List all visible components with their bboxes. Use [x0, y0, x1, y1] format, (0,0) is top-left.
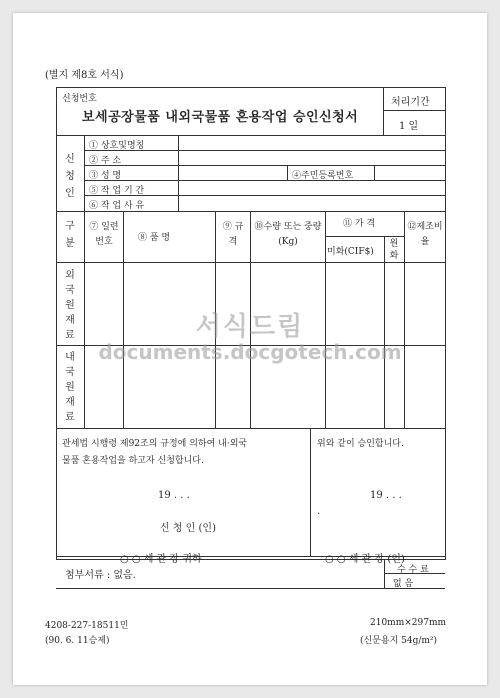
- field-reg-no-label: ④주민등록번호: [292, 171, 354, 181]
- watermark-url: documents.docgotech.com: [98, 340, 402, 364]
- form-title: 보세공장물품 내외국물품 혼용작업 승인신청서: [82, 110, 359, 125]
- col-quantity-header: ⑩수량 또는 중량(Kg): [254, 222, 322, 247]
- field-work-reason-label: ⑥ 작 업 사 유: [89, 201, 145, 211]
- paper-type: (신문용지 54g/m²): [360, 636, 438, 646]
- row-foreign-materials-label: 외국원재료: [65, 270, 75, 341]
- col-category-header: 구분: [65, 221, 75, 249]
- applicant-section-label: 신청인: [65, 154, 75, 199]
- col-item-header: ⑧ 품 명: [138, 233, 171, 243]
- attachments-note: 첨부서류 : 없음.: [65, 570, 136, 581]
- annex-label: (별지 제8호 서식): [45, 70, 124, 81]
- approval-text: 위와 같이 승인합니다.: [317, 439, 404, 449]
- col-price-header: ⑪ 가 격: [343, 219, 376, 229]
- approval-date: 19 . . .: [370, 490, 402, 501]
- application-number-label: 신청번호: [62, 94, 97, 104]
- customs-chief-signature: ○ ○ 세 관 장 (인): [325, 554, 405, 565]
- processing-period-value: 1 일: [399, 121, 419, 132]
- addressee-customs-chief: ○ ○ 세 관 장 귀하: [120, 554, 202, 565]
- fee-label: 수 수 료: [397, 565, 429, 575]
- approval-date-dot: .: [317, 506, 321, 517]
- col-spec-header: ⑨ 규 격: [222, 222, 244, 247]
- col-currency-header: 원화: [389, 239, 399, 261]
- field-work-period-label: ⑤ 작 업 기 간: [89, 186, 145, 196]
- field-address-label: ② 주 소: [89, 156, 122, 166]
- application-date: 19 . . .: [158, 490, 190, 501]
- col-serial-header: ⑦ 일련번호: [89, 222, 119, 247]
- col-price-usd-header: 미화(CIF$): [327, 247, 374, 257]
- applicant-signature: 신 청 인 (인): [160, 523, 216, 534]
- watermark-title: 서식드림: [195, 312, 305, 342]
- fee-value: 없 음: [393, 579, 414, 589]
- col-ratio-header: ⑫제조비율: [407, 222, 443, 247]
- form-code: 4208-227-18511민: [45, 621, 129, 631]
- field-name-label: ③ 성 명: [89, 171, 122, 181]
- declaration-text-line2: 물품 혼용작업을 하고자 신청합니다.: [62, 456, 204, 466]
- form-revision-date: (90. 6. 11승제): [45, 636, 110, 646]
- field-company-label: ① 상호및명칭: [89, 141, 145, 151]
- processing-period-label: 처리기간: [391, 97, 430, 108]
- declaration-text-line1: 관세법 시행령 제92조의 규정에 의하여 내·외국: [62, 439, 248, 449]
- paper-size: 210mm×297mm: [370, 618, 447, 628]
- row-domestic-materials-label: 내국원재료: [65, 352, 75, 423]
